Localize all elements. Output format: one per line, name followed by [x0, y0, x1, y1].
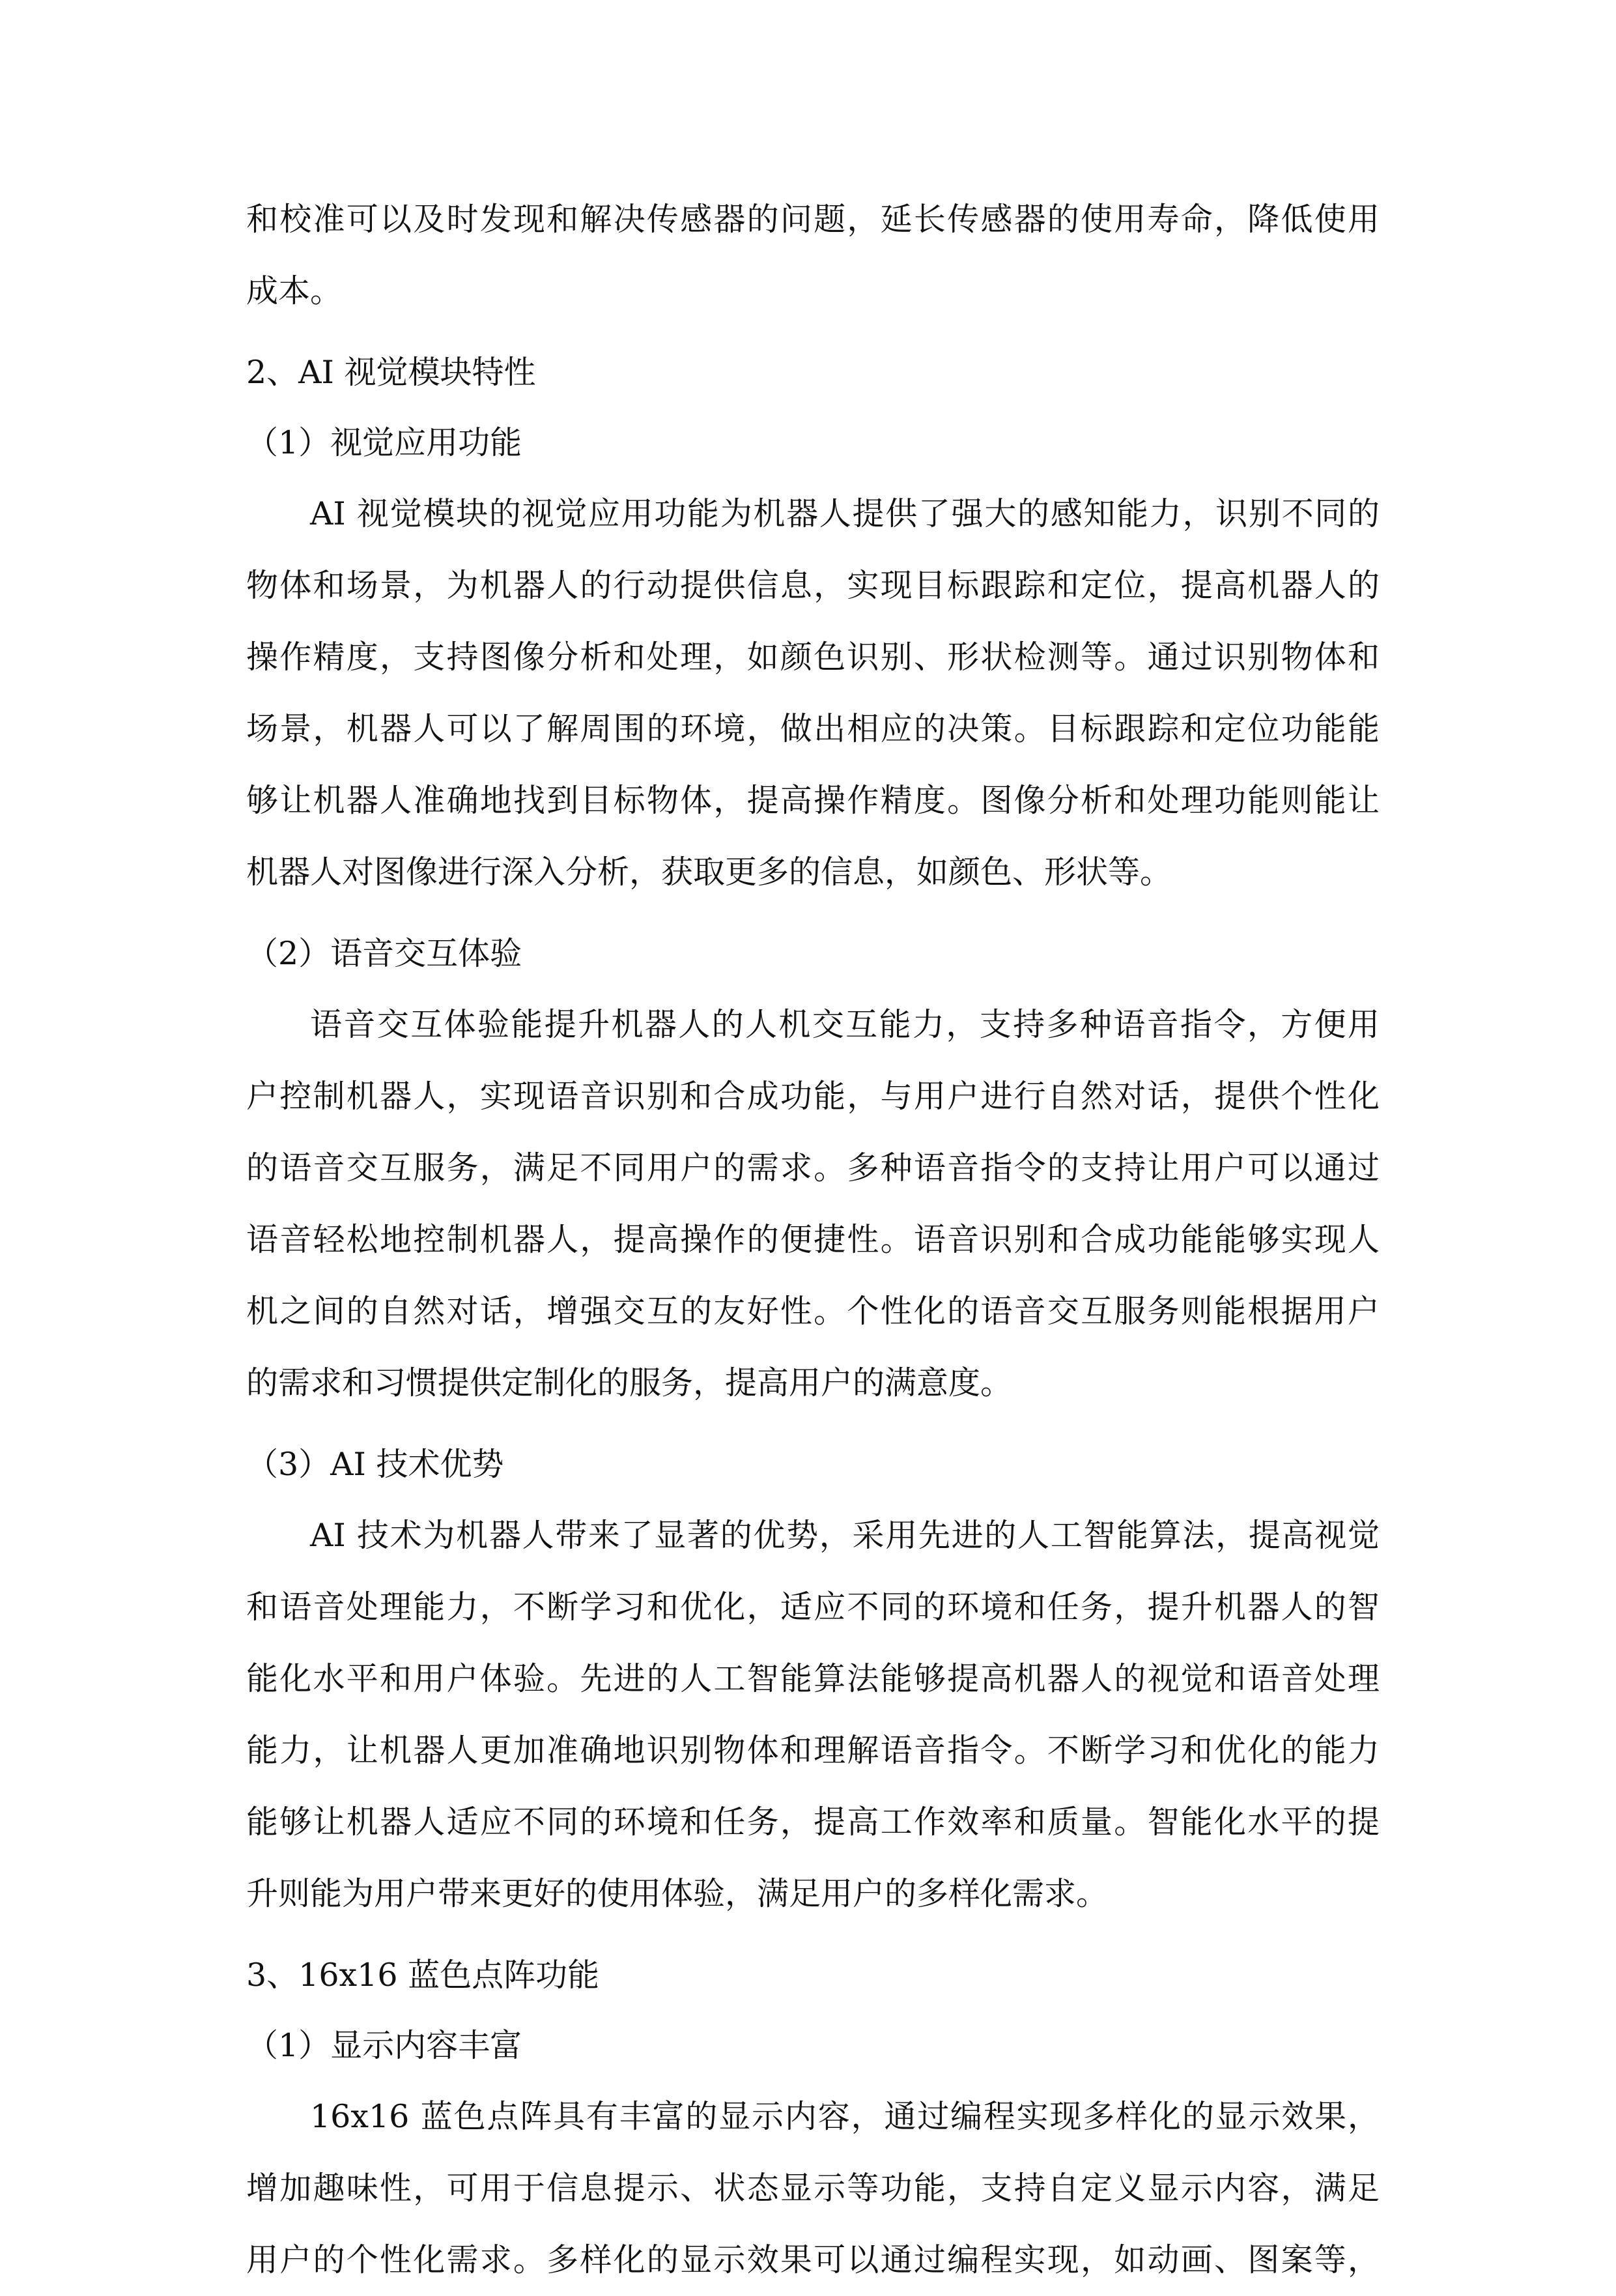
paragraph-line: 16x16 蓝色点阵具有丰富的显示内容，通过编程实现多样化的显示效果，: [310, 2098, 1380, 2135]
paragraph-line: 够让机器人准确地找到目标物体，提高操作精度。图像分析和处理功能则能让: [246, 782, 1380, 819]
paragraph-line: 能化水平和用户体验。先进的人工智能算法能够提高机器人的视觉和语音处理: [246, 1660, 1380, 1697]
paragraph-line: 户控制机器人，实现语音识别和合成功能，与用户进行自然对话，提供个性化: [246, 1078, 1380, 1115]
paragraph-line: 语音轻松地控制机器人，提高操作的便捷性。语音识别和合成功能能够实现人: [246, 1221, 1380, 1258]
paragraph-line: 操作精度，支持图像分析和处理，如颜色识别、形状检测等。通过识别物体和: [246, 639, 1380, 676]
section-3-heading: 3、16x16 蓝色点阵功能: [246, 1957, 600, 1994]
section-2-2-paragraph: [246, 989, 1380, 1419]
paragraph-line: 增加趣味性，可用于信息提示、状态显示等功能，支持自定义显示内容，满足: [246, 2170, 1380, 2207]
paragraph-line: 语音交互体验能提升机器人的人机交互能力，支持多种语音指令，方便用: [310, 1006, 1380, 1043]
paragraph-line: AI 视觉模块的视觉应用功能为机器人提供了强大的感知能力，识别不同的: [310, 495, 1380, 532]
paragraph-line: AI 技术为机器人带来了显著的优势，采用先进的人工智能算法，提高视觉: [310, 1517, 1380, 1554]
paragraph-line: 用户的个性化需求。多样化的显示效果可以通过编程实现，如动画、图案等，: [246, 2241, 1380, 2278]
paragraph-line: 机之间的自然对话，增强交互的友好性。个性化的语音交互服务则能根据用户: [246, 1293, 1380, 1330]
paragraph-line: 的需求和习惯提供定制化的服务，提高用户的满意度。: [246, 1364, 1013, 1401]
section-2-3-paragraph: [246, 1500, 1380, 1930]
document-page: [246, 184, 1380, 2296]
section-2-heading: 2、AI 视觉模块特性: [246, 354, 536, 391]
paragraph-line: 升则能为用户带来更好的使用体验，满足用户的多样化需求。: [246, 1875, 1109, 1912]
section-3-1-paragraph: [246, 2081, 1380, 2296]
paragraph-line: 能够让机器人适应不同的环境和任务，提高工作效率和质量。智能化水平的提: [246, 1803, 1380, 1841]
paragraph-line: 场景，机器人可以了解周围的环境，做出相应的决策。目标跟踪和定位功能能: [246, 710, 1380, 747]
section-2-2-heading: （2）语音交互体验: [246, 935, 522, 972]
section-2-1-paragraph: [246, 478, 1380, 908]
paragraph-line: 和语音处理能力，不断学习和优化，适应不同的环境和任务，提升机器人的智: [246, 1588, 1380, 1626]
paragraph-line: 物体和场景，为机器人的行动提供信息，实现目标跟踪和定位，提高机器人的: [246, 567, 1380, 604]
paragraph-line: 成本。: [246, 272, 343, 309]
section-2-3-heading: （3）AI 技术优势: [246, 1446, 504, 1483]
paragraph-line: 机器人对图像进行深入分析，获取更多的信息，如颜色、形状等。: [246, 854, 1172, 891]
intro-paragraph: [246, 184, 1380, 327]
paragraph-line: 和校准可以及时发现和解决传感器的问题，延长传感器的使用寿命，降低使用: [246, 201, 1380, 238]
paragraph-line: 的语音交互服务，满足不同用户的需求。多种语音指令的支持让用户可以通过: [246, 1149, 1380, 1186]
section-3-1-heading: （1）显示内容丰富: [246, 2027, 522, 2064]
paragraph-line: 能力，让机器人更加准确地识别物体和理解语音指令。不断学习和优化的能力: [246, 1732, 1380, 1769]
section-2-1-heading: （1）视觉应用功能: [246, 424, 522, 461]
